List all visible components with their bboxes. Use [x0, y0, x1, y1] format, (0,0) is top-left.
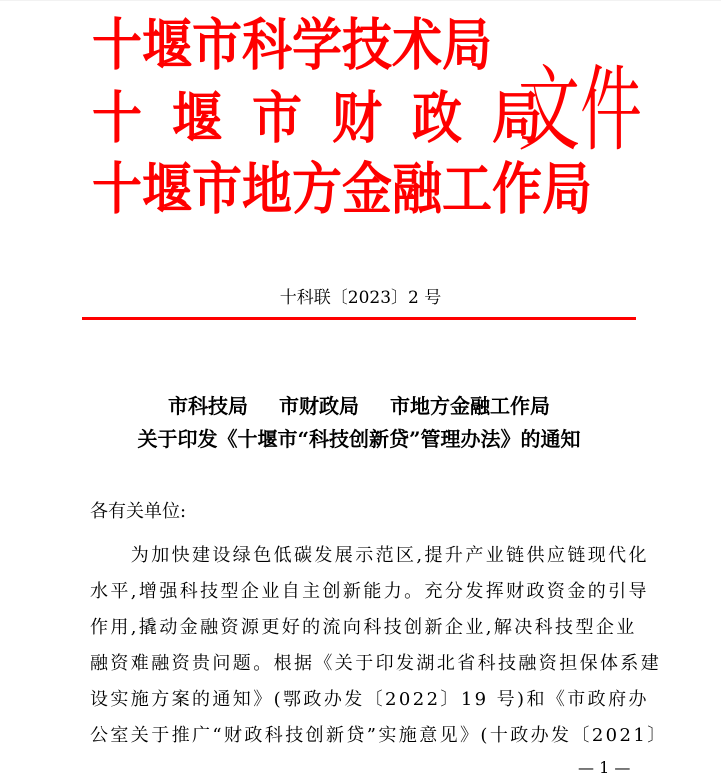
document-title: 关于印发《十堰市“科技创新贷”管理办法》的通知	[137, 427, 581, 451]
document-number: 十科联〔2023〕2 号	[279, 288, 442, 308]
title-issuer-2: 市财政局	[279, 394, 359, 418]
issuer-header-line-1: 十堰市科学技术局	[92, 12, 492, 79]
paragraph-line: 为加快建设绿色低碳发展示范区,提升产业链供应链现代化	[90, 545, 649, 566]
paragraph-line: 作用,撬动金融资源更好的流向科技创新企业,解决科技型企业	[90, 617, 637, 638]
title-issuer-1: 市科技局	[168, 394, 249, 418]
issuer-header-line-3: 十堰市地方金融工作局	[92, 156, 592, 223]
salutation: 各有关单位:	[90, 501, 187, 522]
document-header-suffix: 文件	[518, 55, 643, 165]
page-top-border	[0, 0, 721, 1]
paragraph-line: 融资难融资贵问题。根据《关于印发湖北省科技融资担保体系建	[90, 653, 662, 674]
body-paragraph	[90, 538, 668, 754]
page-number: — 1 —	[578, 758, 631, 777]
title-issuers	[82, 392, 636, 420]
paragraph-line: 公室关于推广“财政科技创新贷”实施意见》(十政办发〔2021〕	[90, 725, 668, 746]
paragraph-line: 水平,增强科技型企业自主创新能力。充分发挥财政资金的引导	[90, 581, 649, 602]
red-separator-rule	[82, 317, 636, 320]
issuer-header-line-2: 十堰市财政局	[92, 85, 572, 152]
title-issuer-3: 市地方金融工作局	[389, 394, 550, 418]
paragraph-line: 设实施方案的通知》(鄂政办发〔2022〕19 号)和《市政府办	[90, 689, 649, 710]
